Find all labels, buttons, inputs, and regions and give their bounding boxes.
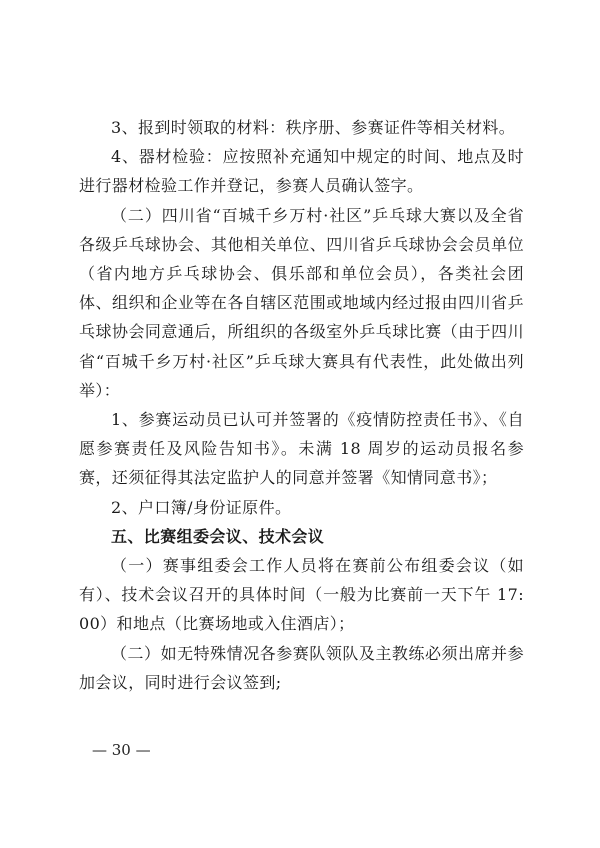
paragraph-responsibility-forms: 1、参赛运动员已认可并签署的《疫情防控责任书》、《自愿参赛责任及风险告知书》。未满 18 周岁的运动员报名参赛，还须征得其法定监护人的同意并签署《知情同意书》； [79,410,524,488]
paragraph-meeting-schedule: （一）赛事组委会工作人员将在赛前公布组委会议（如有）、技术会议召开的具体时间（一般为比赛前一天下午 17:00）和地点（比赛场地或入住酒店）； [79,556,524,634]
paragraph-meeting-attendance: （二）如无特殊情况各参赛队领队及主教练必须出席并参加会议，同时进行会议签到; [79,643,524,692]
page-number: — 30 — [92,741,151,759]
section-heading: 五、比赛组委会议、技术会议 [111,526,325,546]
paragraph-equipment-check: 4、器材检验：应按照补充通知中规定的时间、地点及时进行器材检验工作并登记，参赛人员确认签字。 [79,147,524,196]
paragraph-outdoor-competitions: （二）四川省“百城千乡万村·社区”乒乓球大赛以及全省各级乒乓球协会、其他相关单位、四川省乒乓球协会会员单位（省内地方乒乓球协会、俱乐部和单位会员），各类社会团体、组织和企业等在各自辖区范围或地域内经过报由四川省乒乓球协会同意通后，所组织的各级室外乒乓球比赛（由于四川省“百城千乡万村·社区”乒乓球大赛具有代表性，此处做出列举）： [79,205,524,400]
paragraph-materials: 3、报到时领取的材料：秩序册、参赛证件等相关材料。 [111,118,516,137]
paragraph-id-documents: 2、户口簿/身份证原件。 [111,497,292,517]
document-body [79,113,524,697]
